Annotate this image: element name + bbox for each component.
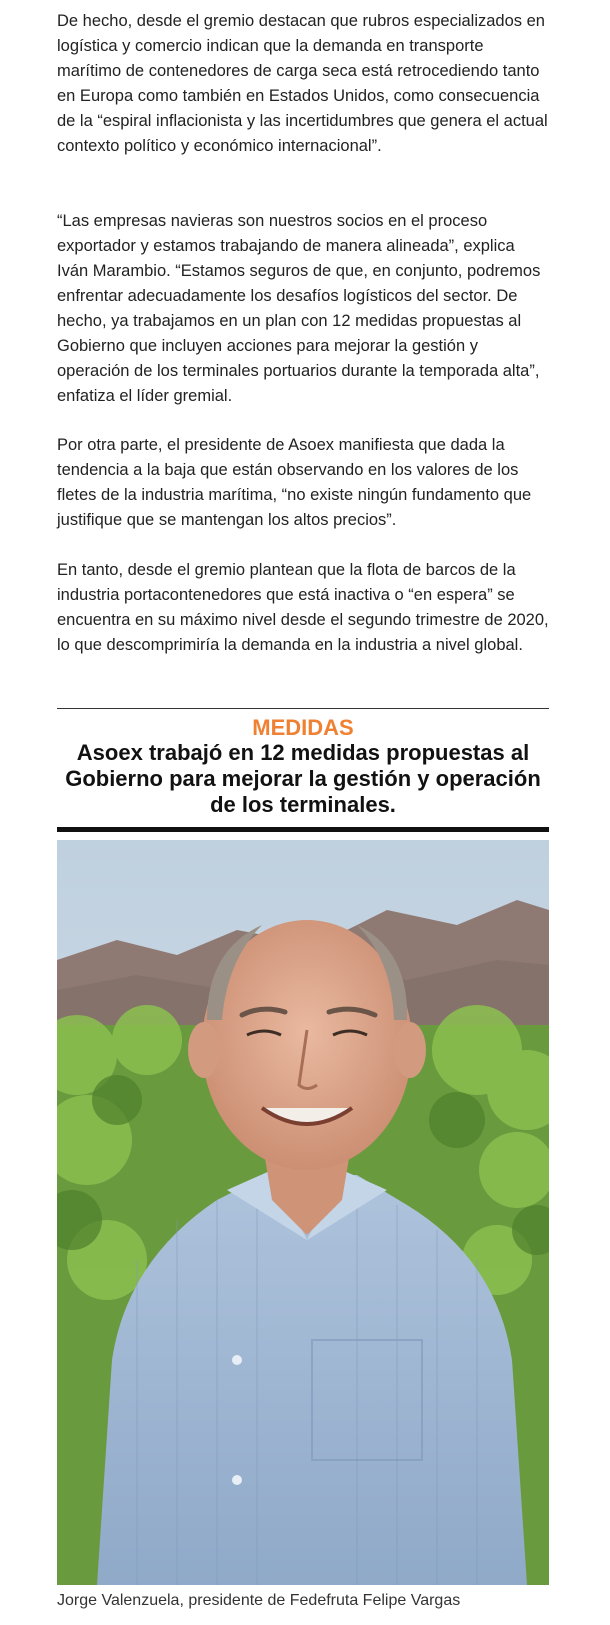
portrait-photo: [57, 840, 549, 1585]
callout-top-divider: [57, 708, 549, 709]
article-paragraph-2: “Las empresas navieras son nuestros socios en el proceso exportador y estamos trabajando de manera alineada”, explica Iván Marambio. “Estamos seguros de que, en conjunto, podremos enfrentar adecuadamente los desafíos logísticos del sector. De hecho, ya trabajamos en un plan con 12 medidas propuestas al Gobierno que incluyen acciones para mejorar la gestión y operación de los terminales portuarios durante la temporada alta”, enfatiza el líder gremial.: [57, 212, 541, 405]
article-paragraph-1: De hecho, desde el gremio destacan que rubros especializados en logística y comercio indican que la demanda en transporte marítimo de contenedores de carga seca está retrocediendo tanto en Europa como también en Estados Unidos, como consecuencia de la “espiral inflacionista y las incertidumbres que genera el actual contexto político y económico internacional”.: [57, 12, 548, 155]
callout-headline: Asoex trabajó en 12 medidas propuestas al Gobierno para mejorar la gestión y operación de los terminales.: [65, 740, 541, 817]
article-paragraph-3: Por otra parte, el presidente de Asoex manifiesta que dada la tendencia a la baja que están observando en los valores de los fletes de la industria marítima, “no existe ningún fundamento que justifique que se mantengan los altos precios”.: [57, 436, 532, 529]
photo-caption: Jorge Valenzuela, presidente de Fedefruta Felipe Vargas: [57, 1592, 461, 1609]
callout-kicker: MEDIDAS: [252, 715, 354, 740]
callout-bottom-divider: [57, 827, 549, 832]
article-paragraph-4: En tanto, desde el gremio plantean que la flota de barcos de la industria portacontenedores que está inactiva o “en espera” se encuentra en su máximo nivel desde el segundo trimestre de 2020, lo que descomprimiría la demanda en la industria a nivel global.: [57, 561, 549, 654]
portrait-illustration: [57, 840, 549, 1585]
